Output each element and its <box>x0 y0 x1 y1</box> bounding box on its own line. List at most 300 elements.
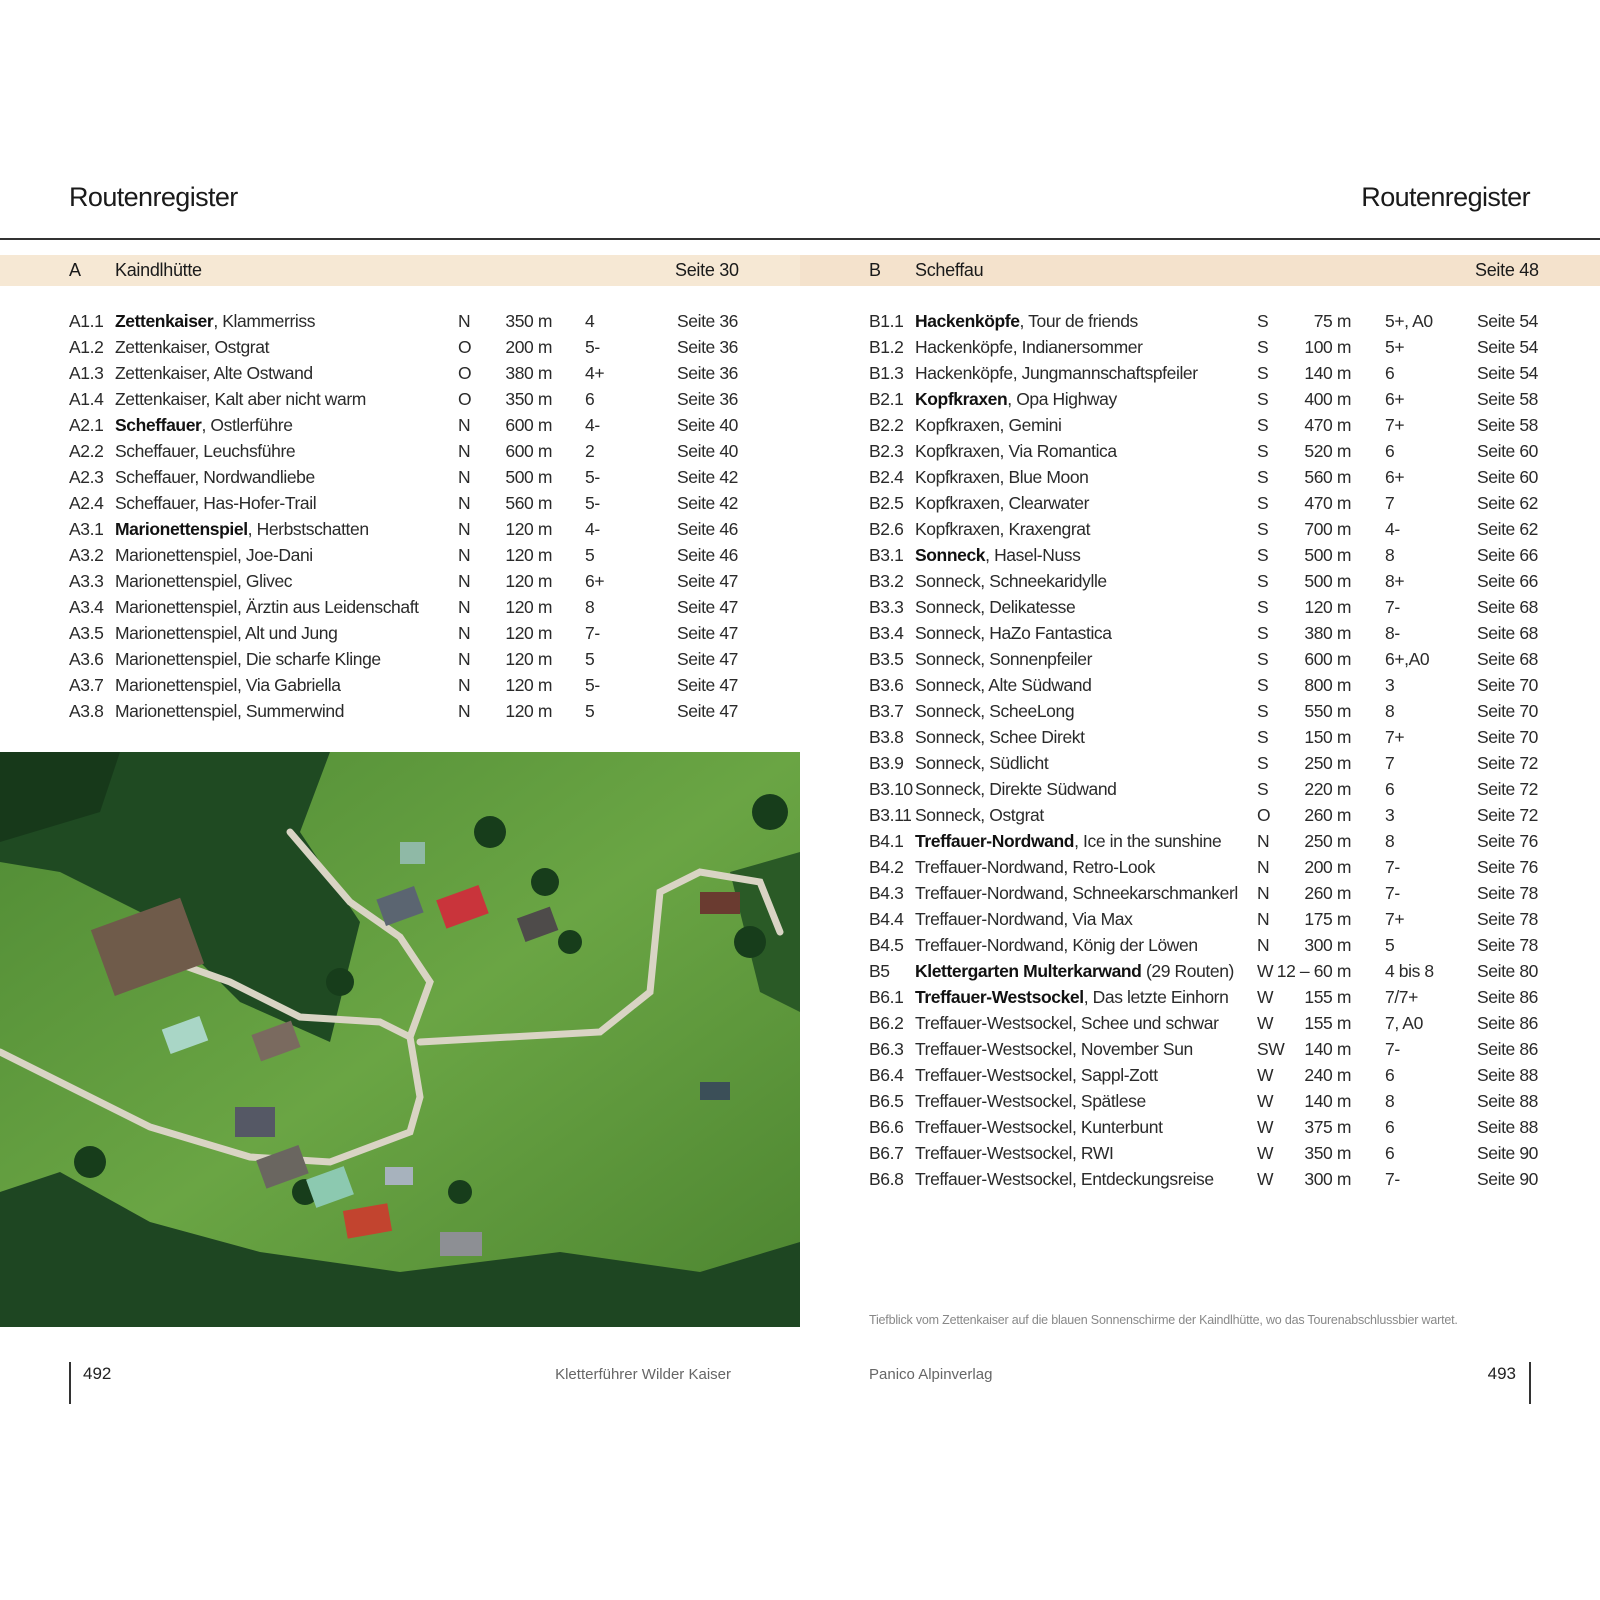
route-name <box>915 727 1085 748</box>
route-grade: 6 <box>585 389 595 409</box>
route-row <box>800 857 1600 883</box>
route-exposure: S <box>1257 701 1269 721</box>
route-row <box>800 415 1600 441</box>
route-title: Treffauer-Nordwand, König der Löwen <box>915 935 1198 955</box>
route-title: Treffauer-Westsockel, Entdeckungsreise <box>915 1169 1214 1189</box>
page-header-title: Routenregister <box>69 182 238 212</box>
route-id: B4.4 <box>869 909 904 929</box>
route-page: Seite 36 <box>677 363 739 383</box>
route-length: 155 m <box>1304 987 1351 1007</box>
route-exposure: S <box>1257 493 1269 513</box>
route-page: Seite 42 <box>677 467 739 487</box>
route-name <box>915 1065 1158 1086</box>
section-letter: A <box>69 260 81 280</box>
route-exposure: S <box>1257 597 1269 617</box>
route-exposure: S <box>1257 649 1269 669</box>
route-id: B3.10 <box>869 779 913 799</box>
route-grade: 7+ <box>1385 909 1405 929</box>
route-title: Sonneck, Direkte Südwand <box>915 779 1117 799</box>
route-name <box>115 597 419 618</box>
route-grade: 5- <box>585 675 600 695</box>
route-title: Sonneck, Schee Direkt <box>915 727 1085 747</box>
route-id: B6.2 <box>869 1013 904 1033</box>
route-title: Sonneck, Schneekaridylle <box>915 571 1107 591</box>
route-length: 560 m <box>505 493 552 513</box>
route-title: Zettenkaiser, Alte Ostwand <box>115 363 313 383</box>
route-id: B6.8 <box>869 1169 904 1189</box>
route-row <box>800 649 1600 675</box>
route-exposure: N <box>458 649 471 669</box>
route-row <box>800 441 1600 467</box>
route-name <box>915 701 1074 722</box>
route-length: 300 m <box>1304 1169 1351 1189</box>
route-name <box>915 467 1089 488</box>
route-name <box>115 311 315 332</box>
route-row <box>800 1169 1600 1195</box>
route-row <box>800 571 1600 597</box>
route-length: 140 m <box>1304 363 1351 383</box>
route-title: Zettenkaiser, Kalt aber nicht warm <box>115 389 366 409</box>
route-id: B3.3 <box>869 597 904 617</box>
route-title: Scheffauer, Has-Hofer-Trail <box>115 493 317 513</box>
route-id: B3.4 <box>869 623 904 643</box>
landscape-photo <box>0 752 800 1327</box>
route-title: Sonneck, Sonnenpfeiler <box>915 649 1093 669</box>
route-length: 470 m <box>1304 493 1351 513</box>
route-row <box>0 337 800 363</box>
route-length: 120 m <box>505 623 552 643</box>
route-length: 200 m <box>505 337 552 357</box>
route-name <box>115 337 269 358</box>
route-id: B1.3 <box>869 363 904 383</box>
route-page: Seite 46 <box>677 545 739 565</box>
route-grade: 5 <box>585 701 595 721</box>
route-row <box>800 597 1600 623</box>
route-name <box>915 389 1117 410</box>
route-exposure: O <box>458 389 472 409</box>
route-row <box>800 727 1600 753</box>
route-row <box>800 909 1600 935</box>
route-exposure: S <box>1257 779 1269 799</box>
route-grade: 5+, A0 <box>1385 311 1433 331</box>
route-id: B6.1 <box>869 987 904 1007</box>
route-massif: Scheffauer <box>115 415 202 435</box>
route-page: Seite 76 <box>1477 831 1539 851</box>
route-length: 120 m <box>505 675 552 695</box>
route-page: Seite 68 <box>1477 597 1539 617</box>
route-length: 550 m <box>1304 701 1351 721</box>
route-page: Seite 72 <box>1477 753 1539 773</box>
route-exposure: W <box>1257 961 1274 981</box>
route-exposure: N <box>458 571 471 591</box>
route-exposure: S <box>1257 415 1269 435</box>
route-title: Kopfkraxen, Kraxengrat <box>915 519 1091 539</box>
route-exposure: W <box>1257 1143 1274 1163</box>
route-list <box>0 311 800 727</box>
route-row <box>800 493 1600 519</box>
route-page: Seite 66 <box>1477 545 1539 565</box>
route-title: Sonneck, Alte Südwand <box>915 675 1092 695</box>
route-id: A1.4 <box>69 389 104 409</box>
route-row <box>800 987 1600 1013</box>
route-grade: 3 <box>1385 675 1395 695</box>
route-exposure: S <box>1257 571 1269 591</box>
route-row <box>0 467 800 493</box>
route-row <box>0 311 800 337</box>
route-page: Seite 70 <box>1477 727 1539 747</box>
route-name <box>915 415 1061 436</box>
route-name <box>915 1169 1214 1190</box>
route-page: Seite 70 <box>1477 675 1539 695</box>
route-grade: 7- <box>1385 1169 1400 1189</box>
route-row <box>800 701 1600 727</box>
route-length: 600 m <box>505 441 552 461</box>
route-name <box>115 467 315 488</box>
route-grade: 5 <box>585 649 595 669</box>
route-page: Seite 36 <box>677 337 739 357</box>
route-grade: 6 <box>1385 779 1395 799</box>
route-id: B2.5 <box>869 493 904 513</box>
route-title: , Das letzte Einhorn <box>1083 987 1229 1007</box>
route-length: 175 m <box>1304 909 1351 929</box>
route-row <box>800 961 1600 987</box>
section-name: Kaindlhütte <box>115 260 202 280</box>
route-exposure: S <box>1257 753 1269 773</box>
route-length: 120 m <box>1304 597 1351 617</box>
route-title: Sonneck, Südlicht <box>915 753 1049 773</box>
route-exposure: N <box>458 493 471 513</box>
route-page: Seite 46 <box>677 519 739 539</box>
route-id: A3.5 <box>69 623 104 643</box>
route-title: Treffauer-Nordwand, Retro-Look <box>915 857 1155 877</box>
route-title: Marionettenspiel, Summerwind <box>115 701 345 721</box>
route-title: Zettenkaiser, Ostgrat <box>115 337 270 357</box>
route-id: B1.1 <box>869 311 904 331</box>
route-grade: 7- <box>1385 883 1400 903</box>
route-length: 500 m <box>1304 571 1351 591</box>
route-id: A2.3 <box>69 467 104 487</box>
route-row <box>800 1143 1600 1169</box>
route-exposure: S <box>1257 311 1269 331</box>
route-name <box>115 389 366 410</box>
route-id: A1.2 <box>69 337 104 357</box>
route-name <box>915 805 1044 826</box>
route-id: A3.4 <box>69 597 104 617</box>
route-page: Seite 36 <box>677 311 739 331</box>
route-length: 240 m <box>1304 1065 1351 1085</box>
route-grade: 4- <box>585 415 600 435</box>
section-name: Scheffau <box>915 260 984 280</box>
route-name <box>915 597 1075 618</box>
route-length: 250 m <box>1304 753 1351 773</box>
route-length: 120 m <box>505 571 552 591</box>
route-row <box>800 1091 1600 1117</box>
route-name <box>915 519 1090 540</box>
route-page: Seite 58 <box>1477 415 1539 435</box>
route-length: 300 m <box>1304 935 1351 955</box>
route-length: 120 m <box>505 701 552 721</box>
route-page: Seite 60 <box>1477 467 1539 487</box>
route-length: 350 m <box>505 389 552 409</box>
route-length: 120 m <box>505 519 552 539</box>
route-title: (29 Routen) <box>1141 961 1234 981</box>
route-exposure: SW <box>1257 1039 1285 1059</box>
route-grade: 6+ <box>585 571 605 591</box>
route-title: Treffauer-Westsockel, Sappl-Zott <box>915 1065 1158 1085</box>
route-exposure: O <box>1257 805 1271 825</box>
route-id: B2.2 <box>869 415 904 435</box>
route-id: B2.4 <box>869 467 904 487</box>
route-id: B3.8 <box>869 727 904 747</box>
route-exposure: N <box>1257 857 1270 877</box>
route-id: B3.9 <box>869 753 904 773</box>
header-rule <box>0 238 800 240</box>
route-row <box>800 311 1600 337</box>
route-length: 800 m <box>1304 675 1351 695</box>
route-row <box>0 363 800 389</box>
route-length: 700 m <box>1304 519 1351 539</box>
route-page: Seite 76 <box>1477 857 1539 877</box>
page-number: 492 <box>83 1364 112 1383</box>
route-name <box>915 649 1092 670</box>
route-row <box>800 1065 1600 1091</box>
route-page: Seite 47 <box>677 649 739 669</box>
route-exposure: W <box>1257 987 1274 1007</box>
route-page: Seite 90 <box>1477 1169 1539 1189</box>
route-title: Sonneck, Ostgrat <box>915 805 1044 825</box>
route-id: A1.3 <box>69 363 104 383</box>
route-id: B3.11 <box>869 805 912 825</box>
route-title: Sonneck, ScheeLong <box>915 701 1075 721</box>
route-title: , Tour de friends <box>1019 311 1138 331</box>
route-grade: 8 <box>1385 545 1395 565</box>
route-page: Seite 47 <box>677 623 739 643</box>
route-title: Scheffauer, Nordwandliebe <box>115 467 315 487</box>
route-exposure: N <box>458 597 471 617</box>
route-massif: Sonneck <box>915 545 986 565</box>
route-name <box>915 1143 1113 1164</box>
route-length: 350 m <box>1304 1143 1351 1163</box>
route-grade: 6+ <box>1385 389 1405 409</box>
route-length: 260 m <box>1304 883 1351 903</box>
route-id: B6.6 <box>869 1117 904 1137</box>
route-id: A3.7 <box>69 675 104 695</box>
alpine-meadow-photo <box>0 752 800 1327</box>
route-id: A3.3 <box>69 571 104 591</box>
route-title: , Hasel-Nuss <box>985 545 1081 565</box>
route-id: B6.3 <box>869 1039 904 1059</box>
route-row <box>0 545 800 571</box>
route-row <box>800 805 1600 831</box>
route-exposure: N <box>458 467 471 487</box>
route-massif: Treffauer-Nordwand <box>915 831 1075 851</box>
route-row <box>0 441 800 467</box>
route-name <box>915 857 1155 878</box>
route-exposure: W <box>1257 1013 1274 1033</box>
route-length: 375 m <box>1304 1117 1351 1137</box>
route-exposure: O <box>458 337 472 357</box>
route-id: B3.2 <box>869 571 904 591</box>
route-title: , Ice in the sunshine <box>1074 831 1222 851</box>
route-row <box>800 389 1600 415</box>
route-grade: 5 <box>1385 935 1395 955</box>
route-page: Seite 40 <box>677 441 739 461</box>
route-exposure: S <box>1257 389 1269 409</box>
route-name <box>115 571 292 592</box>
route-length: 470 m <box>1304 415 1351 435</box>
route-exposure: S <box>1257 727 1269 747</box>
route-row <box>800 779 1600 805</box>
route-length: 600 m <box>505 415 552 435</box>
route-grade: 5 <box>585 545 595 565</box>
route-title: Marionettenspiel, Glivec <box>115 571 293 591</box>
route-grade: 6 <box>1385 441 1395 461</box>
route-grade: 6 <box>1385 1065 1395 1085</box>
route-page: Seite 40 <box>677 415 739 435</box>
route-id: B6.7 <box>869 1143 904 1163</box>
route-row <box>800 831 1600 857</box>
route-id: A3.2 <box>69 545 104 565</box>
route-exposure: N <box>458 675 471 695</box>
route-page: Seite 47 <box>677 675 739 695</box>
route-row <box>0 493 800 519</box>
route-exposure: S <box>1257 545 1269 565</box>
route-name <box>915 1039 1193 1060</box>
route-title: Treffauer-Nordwand, Schneekarschmankerl <box>915 883 1238 903</box>
route-page: Seite 88 <box>1477 1091 1539 1111</box>
route-title: Treffauer-Westsockel, Kunterbunt <box>915 1117 1163 1137</box>
route-title: Marionettenspiel, Joe-Dani <box>115 545 313 565</box>
route-row <box>0 571 800 597</box>
page-number: 493 <box>1487 1364 1516 1383</box>
route-page: Seite 88 <box>1477 1117 1539 1137</box>
route-length: 380 m <box>1304 623 1351 643</box>
route-length: 140 m <box>1304 1039 1351 1059</box>
route-exposure: N <box>1257 883 1270 903</box>
route-id: B4.1 <box>869 831 904 851</box>
route-row <box>800 935 1600 961</box>
route-massif: Hackenköpfe <box>915 311 1020 331</box>
route-grade: 7- <box>585 623 600 643</box>
route-page: Seite 68 <box>1477 623 1539 643</box>
route-page: Seite 62 <box>1477 519 1539 539</box>
route-grade: 6 <box>1385 1117 1395 1137</box>
route-title: Sonneck, Delikatesse <box>915 597 1076 617</box>
route-title: , Ostlerführe <box>201 415 293 435</box>
route-grade: 7 <box>1385 493 1395 513</box>
route-title: Treffauer-Westsockel, Schee und schwar <box>915 1013 1219 1033</box>
route-id: A3.8 <box>69 701 104 721</box>
route-name <box>915 493 1089 514</box>
route-title: Treffauer-Nordwand, Via Max <box>915 909 1133 929</box>
route-row <box>0 519 800 545</box>
section-band <box>0 255 800 286</box>
route-length: 250 m <box>1304 831 1351 851</box>
route-exposure: N <box>458 441 471 461</box>
route-title: Marionettenspiel, Die scharfe Klinge <box>115 649 381 669</box>
route-title: Treffauer-Westsockel, Spätlese <box>915 1091 1146 1111</box>
route-page: Seite 62 <box>1477 493 1539 513</box>
route-page: Seite 36 <box>677 389 739 409</box>
route-id: B3.7 <box>869 701 904 721</box>
route-length: 400 m <box>1304 389 1351 409</box>
route-title: Marionettenspiel, Alt und Jung <box>115 623 338 643</box>
route-name <box>115 519 369 540</box>
route-id: A3.1 <box>69 519 104 539</box>
route-length: 260 m <box>1304 805 1351 825</box>
route-length: 12 – 60 m <box>1276 961 1351 981</box>
route-name <box>915 675 1091 696</box>
route-title: Hackenköpfe, Indianersommer <box>915 337 1143 357</box>
route-name <box>115 545 313 566</box>
route-grade: 7- <box>1385 1039 1400 1059</box>
route-list <box>800 311 1600 1195</box>
route-row <box>800 1039 1600 1065</box>
route-title: Hackenköpfe, Jungmannschaftspfeiler <box>915 363 1198 383</box>
route-grade: 5- <box>585 493 600 513</box>
route-name <box>915 883 1238 904</box>
route-grade: 8 <box>585 597 595 617</box>
route-grade: 5+ <box>1385 337 1405 357</box>
route-id: B2.6 <box>869 519 904 539</box>
route-page: Seite 58 <box>1477 389 1539 409</box>
photo-caption: Tiefblick vom Zettenkaiser auf die blauen Sonnenschirme der Kaindlhütte, wo das Tourenabschlussbier wartet. <box>869 1313 1458 1327</box>
route-exposure: N <box>1257 935 1270 955</box>
route-grade: 3 <box>1385 805 1395 825</box>
route-name <box>915 831 1221 852</box>
route-title: , Klammerriss <box>213 311 316 331</box>
route-id: B3.1 <box>869 545 904 565</box>
route-row <box>800 1117 1600 1143</box>
route-row <box>0 415 800 441</box>
route-grade: 4 <box>585 311 595 331</box>
route-grade: 8 <box>1385 701 1395 721</box>
route-name <box>915 623 1112 644</box>
route-name <box>915 1117 1163 1138</box>
route-grade: 6 <box>1385 363 1395 383</box>
route-page: Seite 78 <box>1477 909 1539 929</box>
route-row <box>800 519 1600 545</box>
route-exposure: S <box>1257 675 1269 695</box>
route-length: 150 m <box>1304 727 1351 747</box>
route-name <box>115 649 381 670</box>
route-grade: 7- <box>1385 597 1400 617</box>
route-row <box>800 675 1600 701</box>
route-page: Seite 80 <box>1477 961 1539 981</box>
route-page: Seite 54 <box>1477 337 1539 357</box>
route-exposure: S <box>1257 441 1269 461</box>
route-title: Kopfkraxen, Blue Moon <box>915 467 1089 487</box>
route-page: Seite 54 <box>1477 311 1539 331</box>
route-length: 200 m <box>1304 857 1351 877</box>
route-length: 75 m <box>1313 311 1351 331</box>
route-name <box>915 935 1198 956</box>
route-page: Seite 54 <box>1477 363 1539 383</box>
route-id: B1.2 <box>869 337 904 357</box>
route-row <box>800 545 1600 571</box>
route-page: Seite 42 <box>677 493 739 513</box>
route-title: , Opa Highway <box>1007 389 1117 409</box>
route-page: Seite 88 <box>1477 1065 1539 1085</box>
route-length: 350 m <box>505 311 552 331</box>
route-page: Seite 78 <box>1477 935 1539 955</box>
header-rule <box>800 238 1600 240</box>
route-exposure: S <box>1257 623 1269 643</box>
route-exposure: N <box>458 415 471 435</box>
route-name <box>915 441 1117 462</box>
route-page: Seite 47 <box>677 597 739 617</box>
route-name <box>915 337 1143 358</box>
